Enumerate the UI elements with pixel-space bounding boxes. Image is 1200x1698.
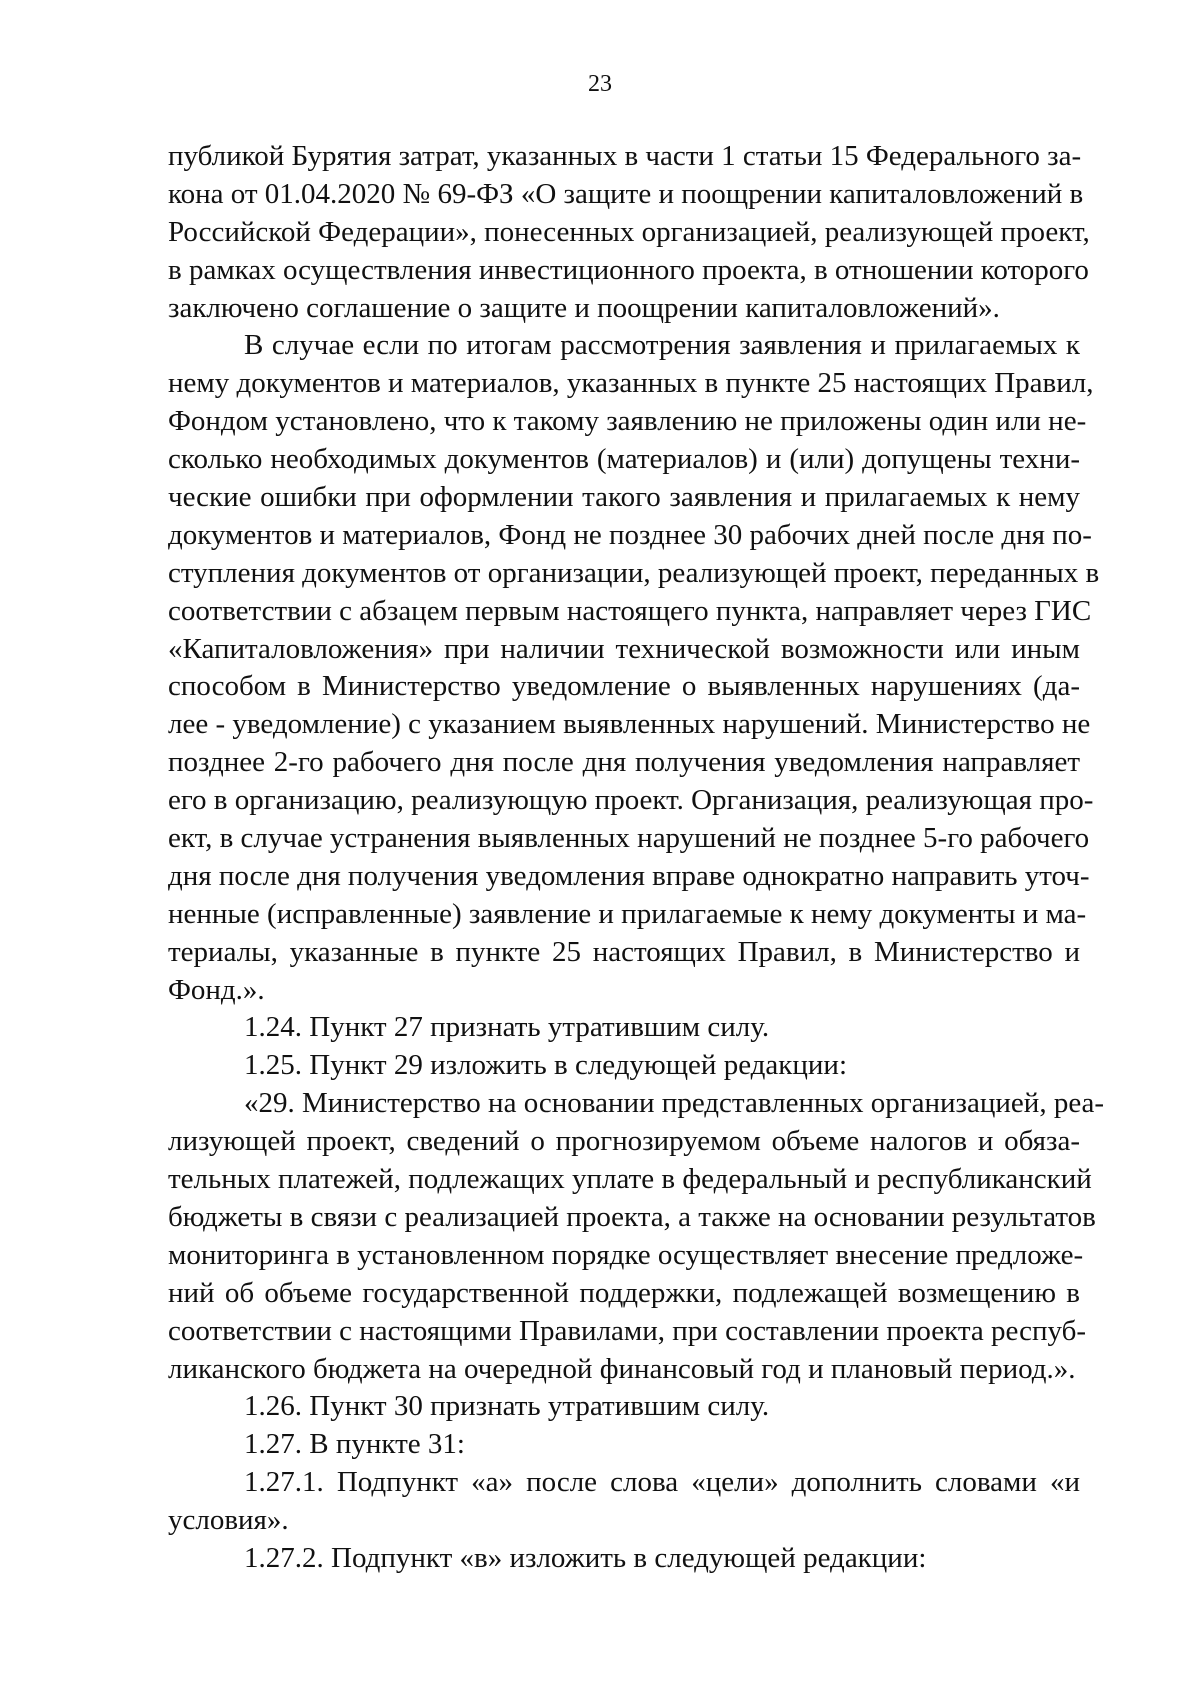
- text-line: заключено соглашение о защите и поощрении капиталовложений».: [168, 291, 1000, 324]
- text-line: нему документов и материалов, указанных в пункте 25 настоящих Правил,: [168, 367, 1094, 400]
- text-line: тельных платежей, подлежащих уплате в федеральный и республиканский: [168, 1163, 1092, 1196]
- text-line: публикой Бурятия затрат, указанных в части 1 статьи 15 Федерального за-: [168, 140, 1082, 172]
- text-line: условия».: [168, 1504, 289, 1537]
- text-line: 1.27.1. Подпункт «а» после слова «цели» дополнить словами «и: [244, 1466, 1080, 1499]
- text-line: соответствии с абзацем первым настоящего пункта, направляет через ГИС: [168, 594, 1092, 627]
- text-line: Российской Федерации», понесенных организацией, реализующей проект,: [168, 215, 1090, 248]
- text-line: ект, в случае устранения выявленных нарушений не позднее 5-го рабочего: [168, 822, 1090, 855]
- text-line: способом в Министерство уведомление о выявленных нарушениях (да-: [168, 670, 1080, 703]
- text-line: ликанского бюджета на очередной финансовый год и плановый период.».: [168, 1352, 1076, 1385]
- text-line: его в организацию, реализующую проект. Организация, реализующая про-: [168, 784, 1094, 817]
- text-line: кона от 01.04.2020 № 69-ФЗ «О защите и поощрении капиталовложений в: [168, 177, 1084, 210]
- text-line: в рамках осуществления инвестиционного проекта, в отношении которого: [168, 253, 1089, 286]
- text-line: сколько необходимых документов (материалов) и (или) допущены техни-: [168, 443, 1080, 476]
- text-line: 1.27.2. Подпункт «в» изложить в следующей редакции:: [244, 1541, 927, 1574]
- text-line: Фондом установлено, что к такому заявлению не приложены один или не-: [168, 405, 1087, 438]
- text-line: «Капиталовложения» при наличии технической возможности или иным: [168, 632, 1080, 665]
- text-line: лее - уведомление) с указанием выявленных нарушений. Министерство не: [168, 708, 1091, 741]
- text-line: позднее 2-го рабочего дня после дня получения уведомления направляет: [168, 746, 1080, 779]
- text-line: соответствии с настоящими Правилами, при составлении проекта респуб-: [168, 1314, 1087, 1347]
- text-line: лизующей проект, сведений о прогнозируемом объеме налогов и обяза-: [168, 1125, 1080, 1158]
- text-line: 1.25. Пункт 29 изложить в следующей редакции:: [244, 1049, 848, 1082]
- text-line: ненные (исправленные) заявление и прилагаемые к нему документы и ма-: [168, 897, 1087, 930]
- text-line: ческие ошибки при оформлении такого заявления и прилагаемых к нему: [168, 481, 1080, 514]
- text-line: Фонд.».: [168, 973, 265, 1006]
- text-line: «29. Министерство на основании представленных организацией, реа-: [244, 1087, 1105, 1120]
- text-line: ступления документов от организации, реализующей проект, переданных в: [168, 556, 1100, 589]
- text-line: В случае если по итогам рассмотрения заявления и прилагаемых к: [244, 329, 1080, 362]
- text-line: документов и материалов, Фонд не позднее 30 рабочих дней после дня по-: [168, 518, 1092, 551]
- text-line: дня после дня получения уведомления вправе однократно направить уточ-: [168, 859, 1090, 892]
- text-line: ний об объеме государственной поддержки, подлежащей возмещению в: [168, 1276, 1080, 1309]
- text-line: бюджеты в связи с реализацией проекта, а также на основании результатов: [168, 1200, 1096, 1233]
- text-line: 1.27. В пункте 31:: [244, 1428, 465, 1461]
- text-line: 1.26. Пункт 30 признать утратившим силу.: [244, 1390, 770, 1423]
- text-line: териалы, указанные в пункте 25 настоящих Правил, в Министерство и: [168, 935, 1080, 968]
- text-line: 1.24. Пункт 27 признать утратившим силу.: [244, 1011, 770, 1044]
- page-number: 23: [588, 71, 612, 97]
- text-line: мониторинга в установленном порядке осуществляет внесение предложе-: [168, 1238, 1084, 1271]
- body-text: [168, 138, 1105, 1578]
